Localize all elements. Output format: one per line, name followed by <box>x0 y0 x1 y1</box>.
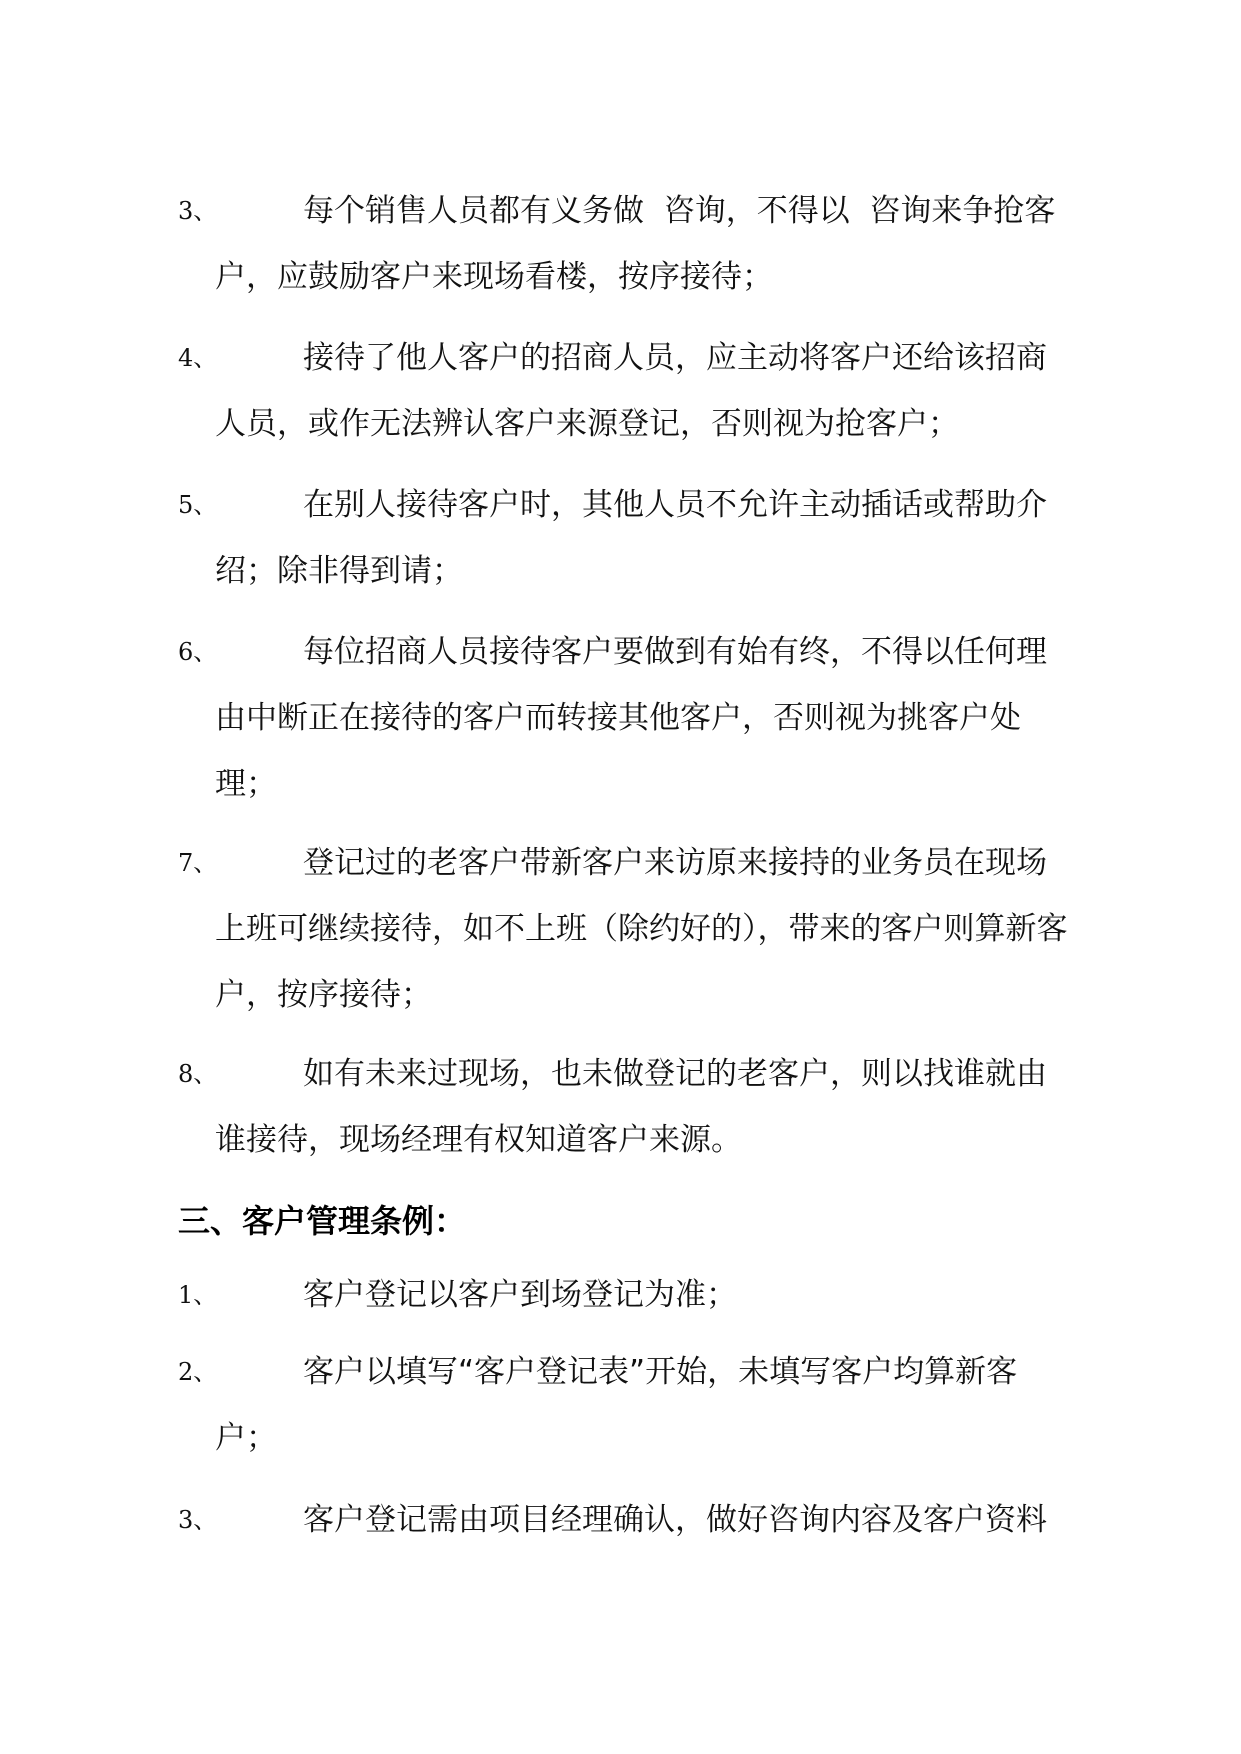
item-number: 7、 <box>178 849 218 877</box>
list-item <box>178 1262 1068 1328</box>
item-text: 每位招商人员接待客户要做到有始有终，不得以任何理由中断正在接待的客户而转接其他客户，否则视为挑客户处理； <box>215 634 1047 802</box>
item-text: 客户登记需由项目经理确认，做好咨询内容及客户资料 <box>303 1502 1047 1538</box>
list-item <box>178 1339 1068 1471</box>
list-item <box>178 1041 1068 1173</box>
item-number: 4、 <box>178 344 218 372</box>
item-text: 登记过的老客户带新客户来访原来接持的业务员在现场上班可继续接待，如不上班（除约好的），带来的客户则算新客户，按序接待； <box>215 845 1068 1013</box>
item-number: 3、 <box>178 197 218 225</box>
list-item <box>178 472 1068 604</box>
section-heading: 三、客户管理条例： <box>178 1202 467 1240</box>
item-number: 1、 <box>178 1281 218 1309</box>
item-text: 如有未来过现场，也未做登记的老客户，则以找谁就由谁接待，现场经理有权知道客户来源。 <box>215 1056 1047 1158</box>
item-number: 6、 <box>178 638 218 666</box>
item-text: 在别人接待客户时，其他人员不允许主动插话或帮助介绍；除非得到请； <box>215 487 1047 589</box>
list-item <box>178 178 1068 310</box>
item-number: 5、 <box>178 491 218 519</box>
item-text: 接待了他人客户的招商人员，应主动将客户还给该招商人员，或作无法辨认客户来源登记，否则视为抢客户； <box>215 340 1047 442</box>
item-number: 8、 <box>178 1060 218 1088</box>
item-number: 2、 <box>178 1358 218 1386</box>
item-text: 每个销售人员都有义务做 咨询，不得以 咨询来争抢客户，应鼓励客户来现场看楼，按序接待； <box>215 193 1056 295</box>
item-number: 3、 <box>178 1506 218 1534</box>
list-item <box>178 325 1068 457</box>
list-item <box>178 619 1068 817</box>
item-text: 客户以填写“客户登记表”开始，未填写客户均算新客户； <box>215 1354 1018 1456</box>
list-item <box>178 1487 1068 1553</box>
item-text: 客户登记以客户到场登记为准； <box>303 1277 737 1313</box>
list-item <box>178 830 1068 1028</box>
